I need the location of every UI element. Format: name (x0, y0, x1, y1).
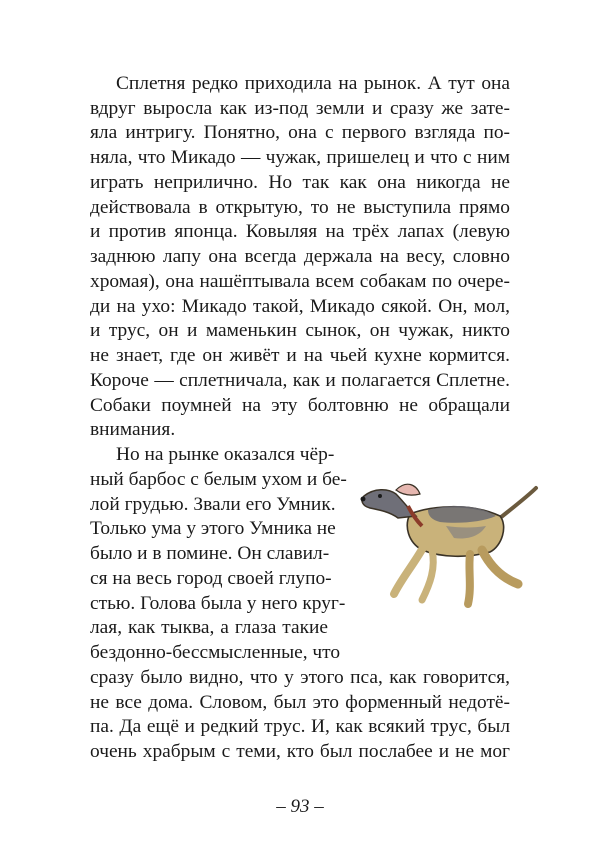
text-line: вдруг выросла как из-под земли и сразу же зате- (90, 97, 510, 119)
text-line: действовала в открытую, то не выступила прямо (90, 196, 510, 218)
text-line: па. Да ещё и редкий трус. И, как всякий трус, был (90, 716, 510, 738)
text-line: Сплетня редко приходила на рынок. А тут она (116, 73, 510, 94)
text-line: няла, что Микадо — чужак, пришелец и что с ним (90, 147, 510, 169)
text-line: не знает, где он живёт и на чьей кухне кормится. (90, 345, 510, 367)
text-line: внимания. (90, 419, 176, 441)
text-line: заднюю лапу она всегда держала на весу, словно (90, 246, 510, 268)
page-number: – 93 – (276, 796, 324, 817)
text-line: яла интригу. Понятно, она с первого взгляда по- (90, 122, 510, 144)
text-line: и трус, он и маменькин сынок, он чужак, никто (90, 320, 510, 342)
text-line: и против японца. Ковыляя на трёх лапах (левую (90, 221, 510, 243)
text-line: играть неприлично. Но так как она никогда не (90, 171, 510, 193)
text-line: очень храбрым с теми, кто был послабее и не мог (90, 741, 510, 762)
text-line: лая, как тыква, а глаза такие (90, 617, 328, 639)
text-line: бездонно-бессмысленные, что (90, 642, 341, 664)
text-line: ди на ухо: Микадо такой, Микадо сякой. Он, мол, (90, 295, 510, 317)
text-line: Но на рынке оказался чёр- (116, 444, 335, 466)
text-line: хромая), она нашёптывала всем собакам по очере- (90, 270, 510, 292)
running-dog-illustration (350, 466, 540, 621)
text-line: Только ума у этого Умника не (90, 518, 336, 540)
text-line: стью. Голова была у него круг- (90, 592, 346, 614)
text-line: ся на весь город своей глупо- (90, 567, 332, 589)
text-line: лой грудью. Звали его Умник. (90, 493, 336, 515)
text-line: не все дома. Словом, был это форменный недотё- (90, 691, 510, 713)
text-line: ный барбос с белым ухом и бе- (90, 468, 347, 490)
text-line: Собаки поумней на эту болтовню не обращали (90, 394, 510, 416)
text-line: Короче — сплетничала, как и полагается Сплетне. (90, 369, 510, 391)
text-line: сразу было видно, что у этого пса, как говорится, (90, 666, 510, 688)
text-line: было и в помине. Он славил- (90, 543, 330, 565)
